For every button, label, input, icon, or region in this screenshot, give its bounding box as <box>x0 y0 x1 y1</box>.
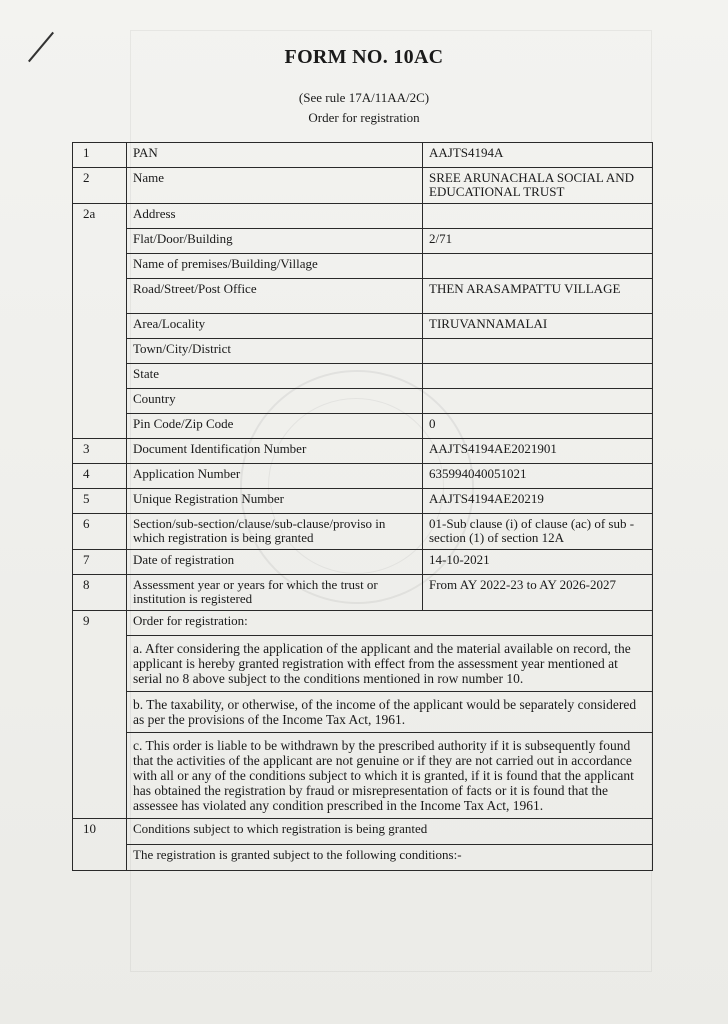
row-value: AAJTS4194A <box>423 143 653 168</box>
order-clause-c: c. This order is liable to be withdrawn by the prescribed authority if it is subsequently found that the activities of the applicant are not genuine or if they are not carried out in accordance with all or any of the conditions subject to which it is granted, if it is found that the applicant has obtained the registration by fraud or misrepresentation of facts or it is found that the assessee has violated any condition prescribed in the Income Tax Act, 1961. <box>127 733 653 819</box>
row-value: AAJTS4194AE2021901 <box>423 439 653 464</box>
order-clause-b: b. The taxability, or otherwise, of the income of the applicant would be separately considered as per the provisions of the Income Tax Act, 1961. <box>127 692 653 733</box>
row-number: 9 <box>73 611 127 819</box>
table-row <box>73 364 653 389</box>
row-label: Country <box>127 389 423 414</box>
row-label: Area/Locality <box>127 314 423 339</box>
conditions-heading: Conditions subject to which registration is being granted <box>127 819 653 845</box>
row-value <box>423 339 653 364</box>
row-number: 1 <box>73 143 127 168</box>
row-value: 0 <box>423 414 653 439</box>
table-row <box>73 168 653 204</box>
form-title: FORM NO. 10AC <box>284 46 444 68</box>
row-value: From AY 2022-23 to AY 2026-2027 <box>423 575 653 611</box>
row-number: 4 <box>73 464 127 489</box>
row-label: Assessment year or years for which the trust or institution is registered <box>127 575 423 611</box>
row-label: Town/City/District <box>127 339 423 364</box>
row-value <box>423 389 653 414</box>
table-row <box>73 339 653 364</box>
order-heading: Order for registration: <box>127 611 653 636</box>
conditions-heading-row <box>73 819 653 845</box>
row-label: Name of premises/Building/Village <box>127 254 423 279</box>
row-label: Unique Registration Number <box>127 489 423 514</box>
table-row <box>73 254 653 279</box>
row-number: 5 <box>73 489 127 514</box>
row-value: TIRUVANNAMALAI <box>423 314 653 339</box>
table-row <box>73 279 653 314</box>
row-value: 2/71 <box>423 229 653 254</box>
table-row <box>73 550 653 575</box>
row-value <box>423 254 653 279</box>
order-caption: Order for registration <box>308 110 420 125</box>
registration-table <box>72 142 653 871</box>
table-row <box>73 389 653 414</box>
row-label: Flat/Door/Building <box>127 229 423 254</box>
row-number: 6 <box>73 514 127 550</box>
row-number: 3 <box>73 439 127 464</box>
table-row <box>73 464 653 489</box>
row-value: THEN ARASAMPATTU VILLAGE <box>423 279 653 314</box>
table-row <box>73 314 653 339</box>
row-label: Section/sub-section/clause/sub-clause/proviso in which registration is being granted <box>127 514 423 550</box>
row-value: 635994040051021 <box>423 464 653 489</box>
row-value <box>423 204 653 229</box>
conditions-intro-row <box>73 845 653 871</box>
order-clause-a: a. After considering the application of the applicant and the material available on record, the applicant is hereby granted registration with effect from the assessment year mentioned at serial no 8 above subject to the conditions mentioned in row number 10. <box>127 636 653 692</box>
row-number: 7 <box>73 550 127 575</box>
row-label: Pin Code/Zip Code <box>127 414 423 439</box>
row-value: AAJTS4194AE20219 <box>423 489 653 514</box>
order-clause-row <box>73 636 653 692</box>
table-row <box>73 229 653 254</box>
table-row <box>73 414 653 439</box>
row-value: 01-Sub clause (i) of clause (ac) of sub -section (1) of section 12A <box>423 514 653 550</box>
row-label: Road/Street/Post Office <box>127 279 423 314</box>
table-row <box>73 204 653 229</box>
row-label: Document Identification Number <box>127 439 423 464</box>
row-number: 10 <box>73 819 127 871</box>
order-clause-row <box>73 733 653 819</box>
conditions-intro: The registration is granted subject to the following conditions:- <box>127 845 653 871</box>
table-row <box>73 575 653 611</box>
row-value <box>423 364 653 389</box>
row-number: 8 <box>73 575 127 611</box>
row-number: 2 <box>73 168 127 204</box>
row-label: PAN <box>127 143 423 168</box>
row-label: State <box>127 364 423 389</box>
row-label: Name <box>127 168 423 204</box>
table-row <box>73 489 653 514</box>
row-value: 14-10-2021 <box>423 550 653 575</box>
row-label: Application Number <box>127 464 423 489</box>
row-number: 2a <box>73 204 127 439</box>
table-row <box>73 439 653 464</box>
row-label: Date of registration <box>127 550 423 575</box>
rule-reference: (See rule 17A/11AA/2C) <box>298 90 430 105</box>
order-clause-row <box>73 692 653 733</box>
table-row <box>73 143 653 168</box>
row-label: Address <box>127 204 423 229</box>
row-value: SREE ARUNACHALA SOCIAL AND EDUCATIONAL TRUST <box>423 168 653 204</box>
table-row <box>73 514 653 550</box>
order-heading-row <box>73 611 653 636</box>
